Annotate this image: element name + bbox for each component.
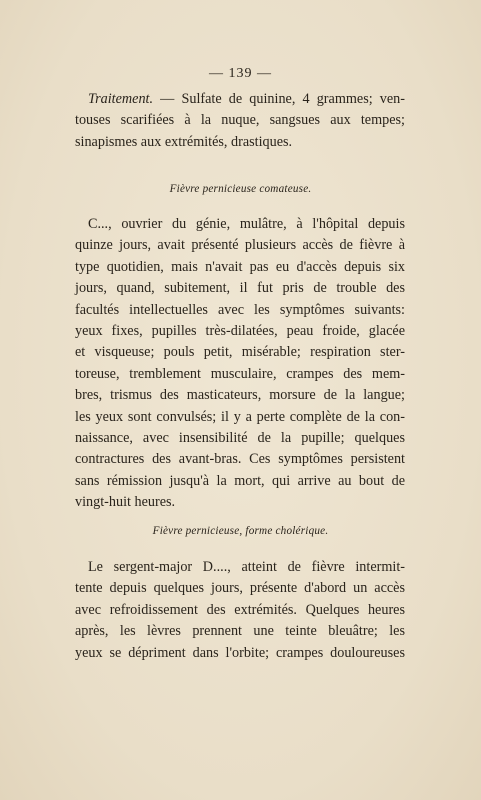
treatment-lead: Traitement.: [88, 91, 154, 107]
text-line: avec refroidissement des extrémités. Quelques heures: [75, 601, 405, 618]
text-line: après, les lèvres prennent une teinte bleuâtre; les: [75, 623, 405, 640]
text-line: bres, trismus des masticateurs, morsure de la langue;: [75, 387, 405, 404]
text-line: sinapismes aux extrémités, drastiques.: [75, 133, 293, 150]
text-line: facultés intellectuelles avec les symptômes suivants:: [75, 301, 405, 318]
text-line: tente depuis quelques jours, présente d'abord un accès: [75, 580, 405, 597]
text-line: C..., ouvrier du génie, mulâtre, à l'hôpital depuis: [88, 216, 405, 232]
section-heading-cholerique: Fièvre pernicieuse, forme cholérique.: [152, 525, 329, 537]
text-line: quinze jours, avait présenté plusieurs accès de fièvre à: [75, 237, 405, 254]
text-line: vingt-huit heures.: [75, 494, 176, 511]
treatment-paragraph: [75, 89, 405, 153]
text-line: les yeux sont convulsés; il y a perte complète de la con-: [75, 408, 405, 425]
text-line: sans rémission jusqu'à la mort, qui arrive au bout de: [75, 472, 405, 489]
comateuse-paragraph: [75, 214, 405, 514]
text-line: contractures des avant-bras. Ces symptômes persistent: [75, 451, 405, 468]
text-line: yeux fixes, pupilles très-dilatées, peau froide, glacée: [75, 323, 405, 340]
text-line: jours, quand, subitement, il fut pris de trouble des: [75, 280, 405, 297]
text-line: touses scarifiées à la nuque, sangsues aux tempes;: [75, 112, 405, 129]
text-line: [75, 89, 405, 110]
page-number: — 139 —: [209, 66, 272, 81]
text-line: toreuse, tremblement musculaire, crampes des mem-: [75, 365, 405, 382]
text-line: et visqueuse; pouls petit, misérable; respiration ster-: [75, 344, 405, 361]
section-heading-comateuse: Fièvre pernicieuse comateuse.: [169, 183, 312, 195]
text-line: yeux se dépriment dans l'orbite; crampes douloureuses: [75, 644, 405, 661]
text-line: type quotidien, mais n'avait pas eu d'accès depuis six: [75, 258, 405, 275]
cholerique-paragraph: [75, 557, 405, 664]
text-line: naissance, avec insensibilité de la pupille; quelques: [75, 430, 405, 447]
treatment-line1: — Sulfate de quinine, 4 grammes; ven-: [153, 91, 405, 107]
text-line: Le sergent-major D...., atteint de fièvre intermit-: [88, 559, 405, 575]
